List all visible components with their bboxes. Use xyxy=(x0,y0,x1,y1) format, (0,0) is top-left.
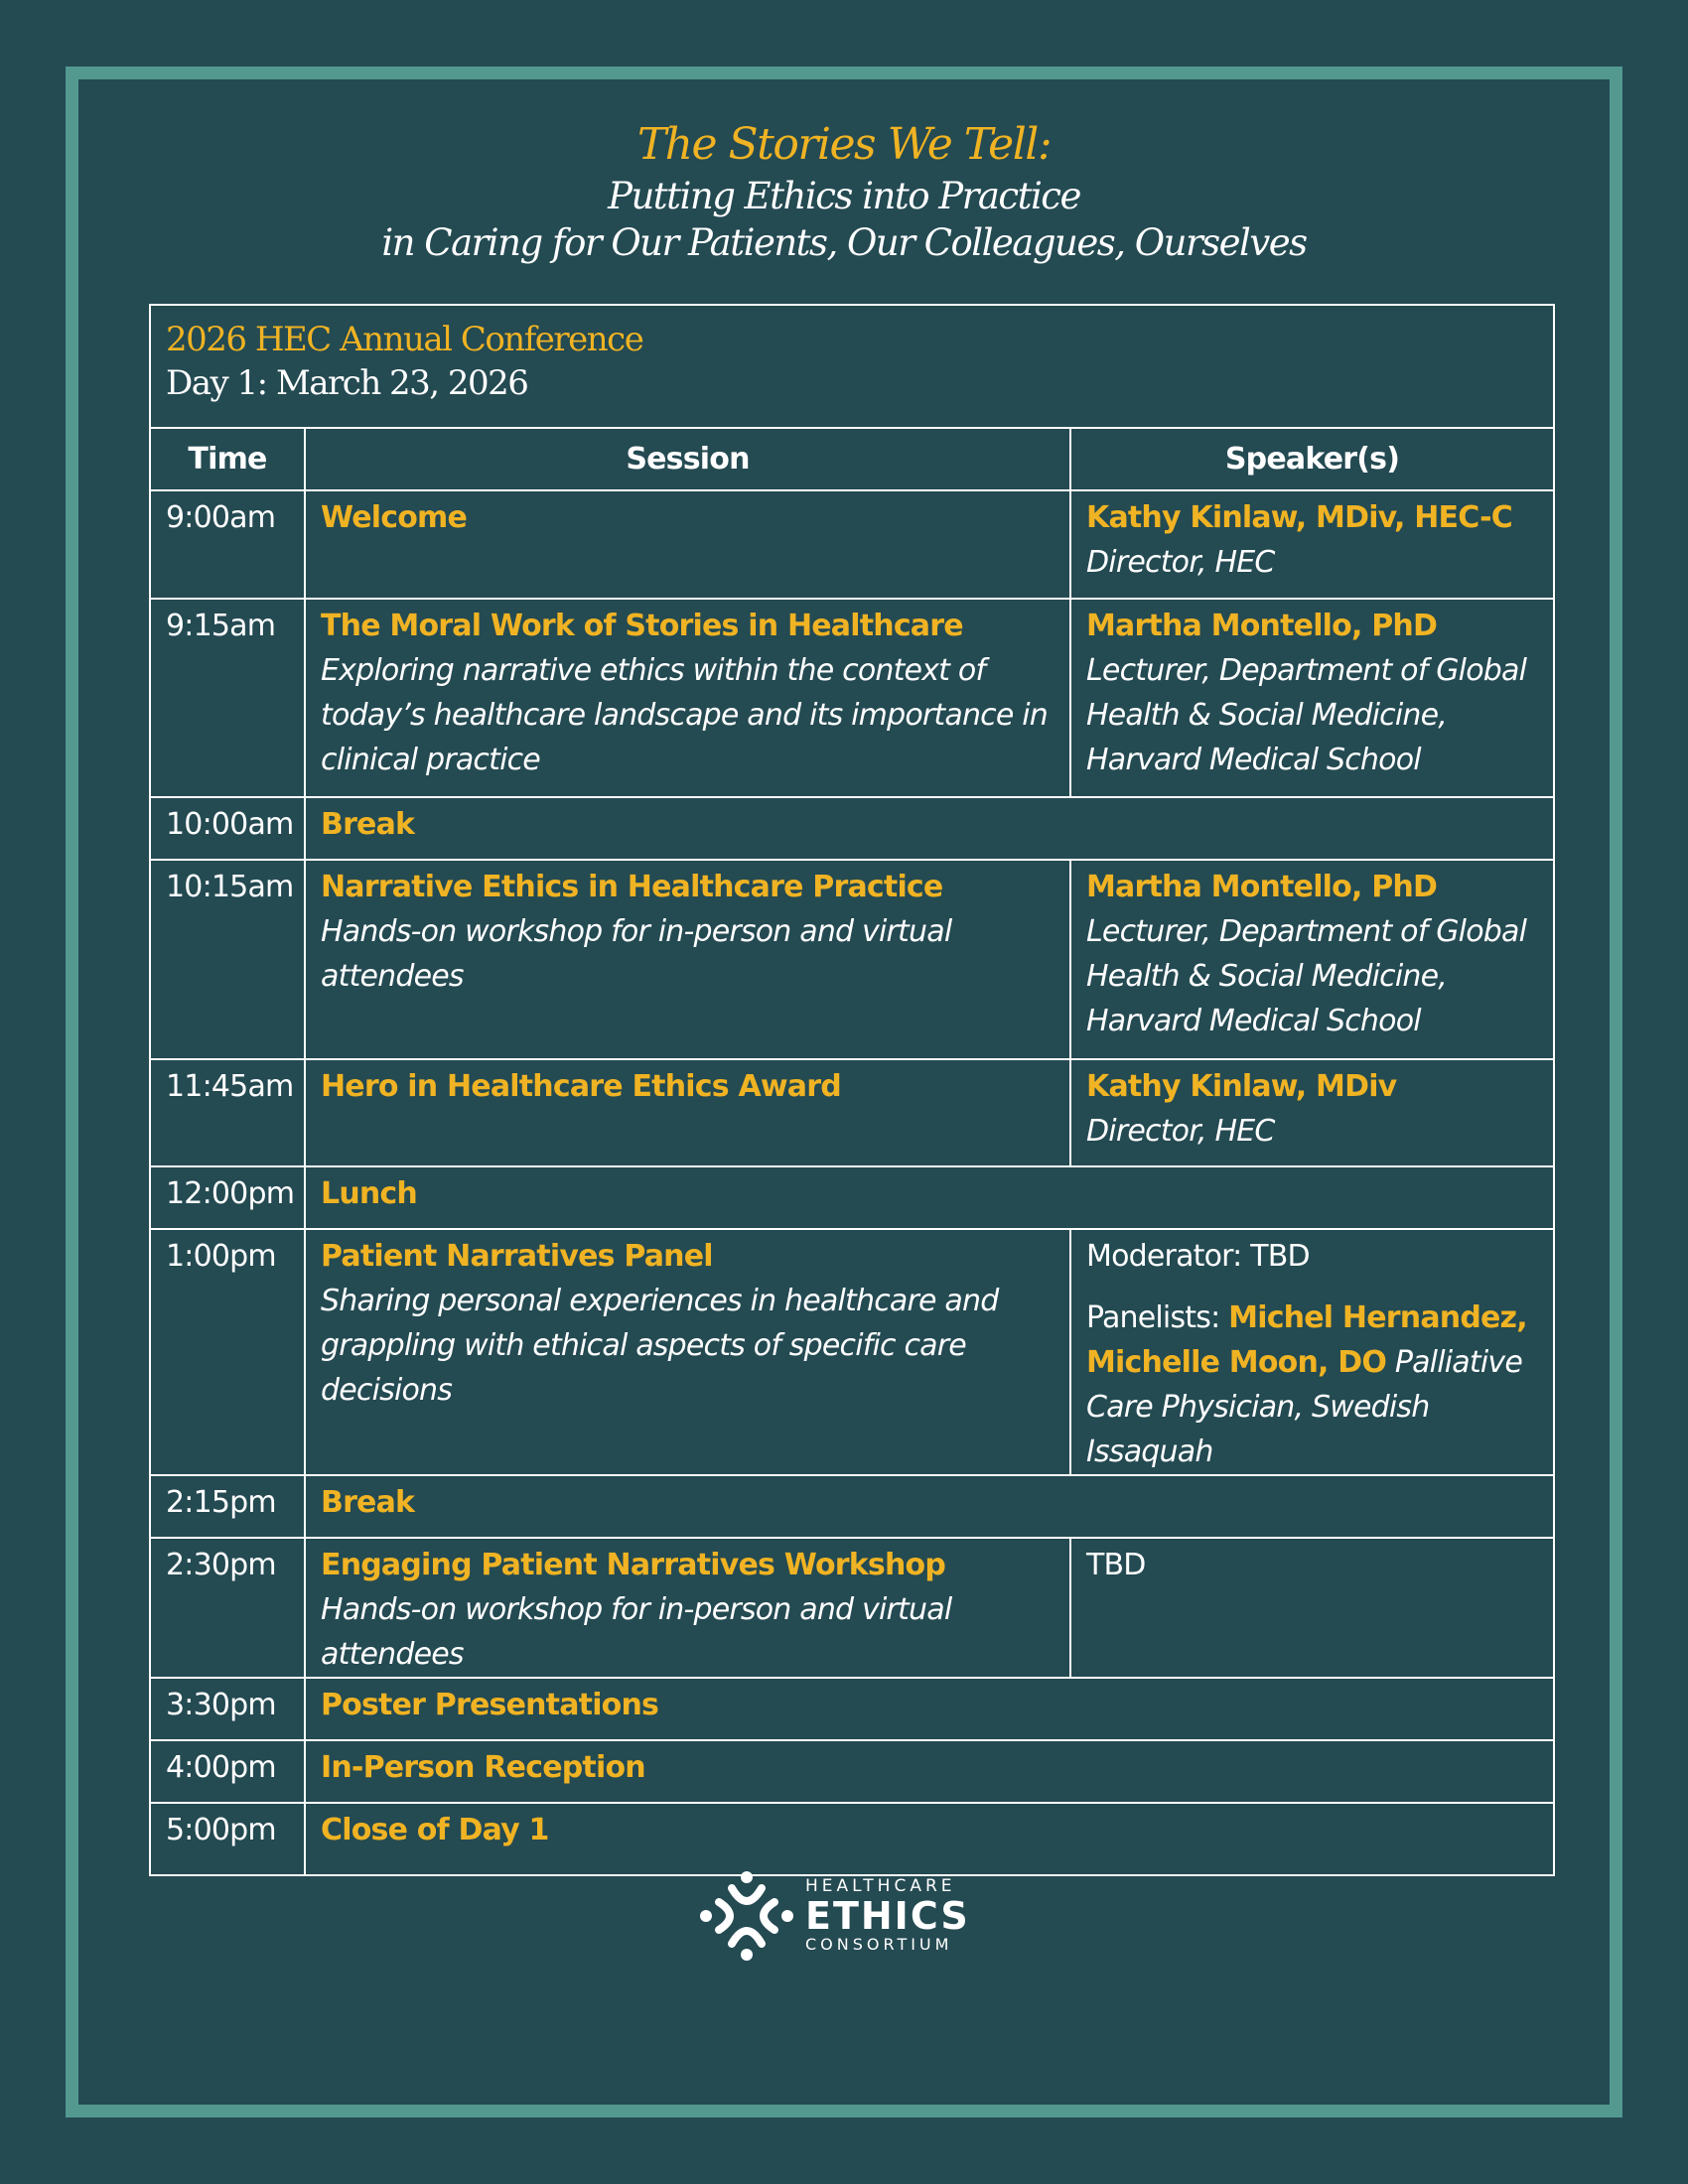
time-cell: 5:00pm xyxy=(150,1803,305,1875)
time-cell: 3:30pm xyxy=(150,1678,305,1740)
panelists-label: Panelists: xyxy=(1086,1300,1220,1335)
column-header-time: Time xyxy=(150,428,305,490)
schedule-table xyxy=(149,304,1555,1876)
event-subtitle-2: in Caring for Our Patients, Our Colleagues, Ourselves xyxy=(381,221,1307,264)
logo-line-2: ETHICS xyxy=(805,1894,970,1938)
table-row xyxy=(150,490,1554,599)
panelist-name: Michel Hernandez, xyxy=(1228,1300,1527,1335)
time-cell: 2:15pm xyxy=(150,1475,305,1538)
panelists xyxy=(1086,1296,1538,1474)
conference-name: 2026 HEC Annual Conference xyxy=(166,320,643,359)
event-subtitle-1: Putting Ethics into Practice xyxy=(608,175,1080,217)
session-title: Narrative Ethics in Healthcare Practice xyxy=(321,870,943,904)
time-cell: 2:30pm xyxy=(150,1538,305,1678)
speaker-name: Martha Montello, PhD xyxy=(1086,609,1438,643)
time-cell: 4:00pm xyxy=(150,1740,305,1803)
column-header-session: Session xyxy=(305,428,1070,490)
session-title: Engaging Patient Narratives Workshop xyxy=(321,1548,946,1582)
table-row xyxy=(150,1166,1554,1229)
session-title: Close of Day 1 xyxy=(321,1813,549,1847)
logo-line-3: CONSORTIUM xyxy=(805,1935,953,1954)
column-header-speakers: Speaker(s) xyxy=(1070,428,1554,490)
session-title: Poster Presentations xyxy=(321,1688,659,1722)
table-row xyxy=(150,1678,1554,1740)
speaker-role: Director, HEC xyxy=(1086,1114,1275,1149)
table-row xyxy=(150,1059,1554,1166)
panelist-role: Palliative Care Physician, Swedish Issaquah xyxy=(1086,1345,1522,1469)
speaker-role: Lecturer, Department of Global Health & Social Medicine, Harvard Medical School xyxy=(1086,914,1527,1038)
session-description: Hands-on workshop for in-person and virtual attendees xyxy=(321,914,952,994)
speaker-role: Lecturer, Department of Global Health & Social Medicine, Harvard Medical School xyxy=(1086,653,1527,777)
session-title: Break xyxy=(321,807,415,842)
table-row xyxy=(150,1538,1554,1678)
session-title: In-Person Reception xyxy=(321,1750,645,1785)
session-title: Lunch xyxy=(321,1176,417,1211)
table-row xyxy=(150,599,1554,797)
session-description: Exploring narrative ethics within the context of today’s healthcare landscape and its importance in clinical practice xyxy=(321,653,1049,777)
time-cell: 1:00pm xyxy=(150,1229,305,1475)
table-row xyxy=(150,797,1554,860)
speaker-name: TBD xyxy=(1086,1548,1146,1582)
time-cell: 10:00am xyxy=(150,797,305,860)
speaker-name: Kathy Kinlaw, MDiv xyxy=(1086,1069,1397,1104)
session-title: The Moral Work of Stories in Healthcare xyxy=(321,609,963,643)
table-row xyxy=(150,1229,1554,1475)
table-caption xyxy=(150,305,1554,428)
session-description: Sharing personal experiences in healthcare and grappling with ethical aspects of specific care decisions xyxy=(321,1284,999,1408)
title-block xyxy=(0,117,1688,266)
session-title: Welcome xyxy=(321,500,468,535)
panelist-name: Michelle Moon, DO xyxy=(1086,1345,1387,1380)
table-row xyxy=(150,1475,1554,1538)
speaker-role: Director, HEC xyxy=(1086,545,1275,580)
session-title: Patient Narratives Panel xyxy=(321,1239,713,1274)
table-row xyxy=(150,860,1554,1059)
column-header-row xyxy=(150,428,1554,490)
table-caption-row xyxy=(150,305,1554,428)
time-cell: 9:00am xyxy=(150,490,305,599)
conference-day: Day 1: March 23, 2026 xyxy=(166,363,528,403)
hec-logo-text xyxy=(805,1876,970,1954)
table-row xyxy=(150,1803,1554,1875)
time-cell: 10:15am xyxy=(150,860,305,1059)
time-cell: 11:45am xyxy=(150,1059,305,1166)
session-title: Hero in Healthcare Ethics Award xyxy=(321,1069,841,1104)
speaker-name: Martha Montello, PhD xyxy=(1086,870,1438,904)
time-cell: 12:00pm xyxy=(150,1166,305,1229)
session-description: Hands-on workshop for in-person and virtual attendees xyxy=(321,1592,952,1672)
session-title: Break xyxy=(321,1485,415,1520)
speaker-name: Kathy Kinlaw, MDiv, HEC-C xyxy=(1086,500,1513,535)
table-row xyxy=(150,1740,1554,1803)
moderator: Moderator: TBD xyxy=(1086,1239,1310,1274)
logo-line-1: HEALTHCARE xyxy=(805,1876,956,1896)
time-cell: 9:15am xyxy=(150,599,305,797)
event-title: The Stories We Tell: xyxy=(636,119,1052,170)
